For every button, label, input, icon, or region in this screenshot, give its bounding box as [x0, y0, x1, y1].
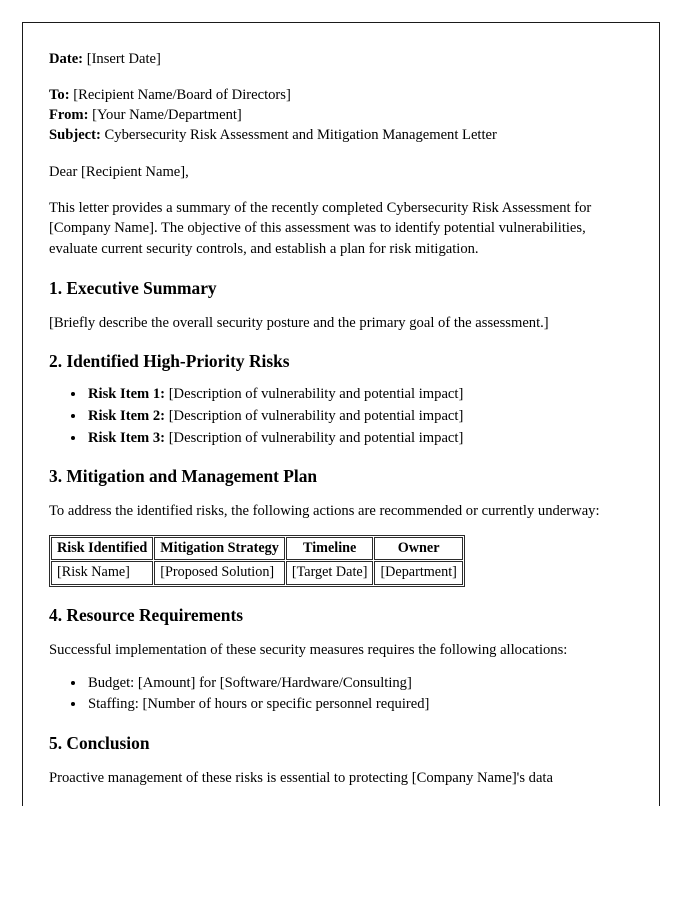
cell-timeline: [Target Date]: [286, 561, 374, 584]
resources-intro-paragraph: Successful implementation of these security measures requires the following allocations:: [49, 641, 568, 658]
executive-summary-body: [Briefly describe the overall security posture and the primary goal of the assessment.]: [49, 314, 549, 331]
risk-item-label: Risk Item 1:: [88, 386, 166, 403]
letter-field-to-value: [Recipient Name/Board of Directors]: [73, 87, 291, 104]
heading-conclusion: 5. Conclusion: [49, 732, 150, 753]
risk-list: [49, 384, 633, 448]
risk-item-label: Risk Item 3:: [88, 429, 166, 446]
table-header-row: [51, 537, 463, 560]
cell-owner: [Department]: [374, 561, 462, 584]
letter-field-from: [49, 105, 633, 125]
letter-field-from-value: [Your Name/Department]: [92, 107, 242, 124]
list-item: [86, 384, 633, 405]
letter-field-from-label: From:: [49, 107, 89, 124]
document-page: [22, 22, 660, 806]
letter-field-subject: [49, 125, 633, 145]
letter-header-block: [49, 49, 633, 146]
spacer: [49, 69, 633, 85]
table-header: [51, 537, 463, 560]
conclusion-body: Proactive management of these risks is essential to protecting [Company Name]'s data: [49, 769, 553, 786]
list-item: • Staffing: [Number of hours or specific personnel required]: [86, 694, 633, 715]
letter-field-subject-value: Cybersecurity Risk Assessment and Mitigation Management Letter: [104, 127, 497, 144]
column-header-owner: Owner: [374, 537, 462, 560]
list-item: [86, 406, 633, 427]
mitigation-plan-table: [49, 535, 465, 587]
column-header-timeline: Timeline: [286, 537, 374, 560]
letter-field-to: [49, 85, 633, 105]
letter-field-date-value: [Insert Date]: [86, 51, 161, 67]
mitigation-intro-paragraph: To address the identified risks, the following actions are recommended or currently underway:: [49, 503, 600, 520]
risk-item-text: [Description of vulnerability and potential impact]: [168, 386, 464, 403]
list-item: [86, 428, 633, 449]
letter-intro-paragraph: This letter provides a summary of the recently completed Cybersecurity Risk Assessment for [Company Name]. The objective of this assessment was to identify potential vulnerabilities, evaluate current security controls, and establish a plan for risk mitigation.: [49, 199, 592, 258]
column-header-mitigation-strategy: Mitigation Strategy: [154, 537, 285, 560]
spacer: [49, 146, 633, 162]
resource-list: [49, 673, 633, 715]
heading-mitigation-plan: 3. Mitigation and Management Plan: [49, 466, 318, 487]
letter-field-to-label: To:: [49, 87, 70, 104]
table-row: [51, 561, 463, 584]
heading-identified-risks: 2. Identified High-Priority Risks: [49, 351, 290, 372]
heading-resource-requirements: 4. Resource Requirements: [49, 604, 244, 625]
column-header-risk-identified: Risk Identified: [51, 537, 153, 560]
risk-item-label: Risk Item 2:: [88, 407, 166, 424]
risk-item-text: [Description of vulnerability and potential impact]: [168, 429, 464, 446]
heading-executive-summary: 1. Executive Summary: [49, 277, 217, 298]
spacer: [49, 182, 633, 198]
table-body: [51, 561, 463, 584]
document-body: [23, 23, 659, 789]
letter-field-date: [49, 49, 633, 69]
list-item: • Budget: [Amount] for [Software/Hardware/Consulting]: [86, 673, 633, 694]
risk-item-text: [Description of vulnerability and potential impact]: [168, 407, 464, 424]
letter-field-subject-label: Subject:: [49, 127, 101, 144]
cell-mitigation-strategy: [Proposed Solution]: [154, 561, 285, 584]
letter-salutation: Dear [Recipient Name],: [49, 163, 189, 180]
cell-risk-identified: [Risk Name]: [51, 561, 153, 584]
letter-field-date-label: Date:: [49, 51, 84, 67]
